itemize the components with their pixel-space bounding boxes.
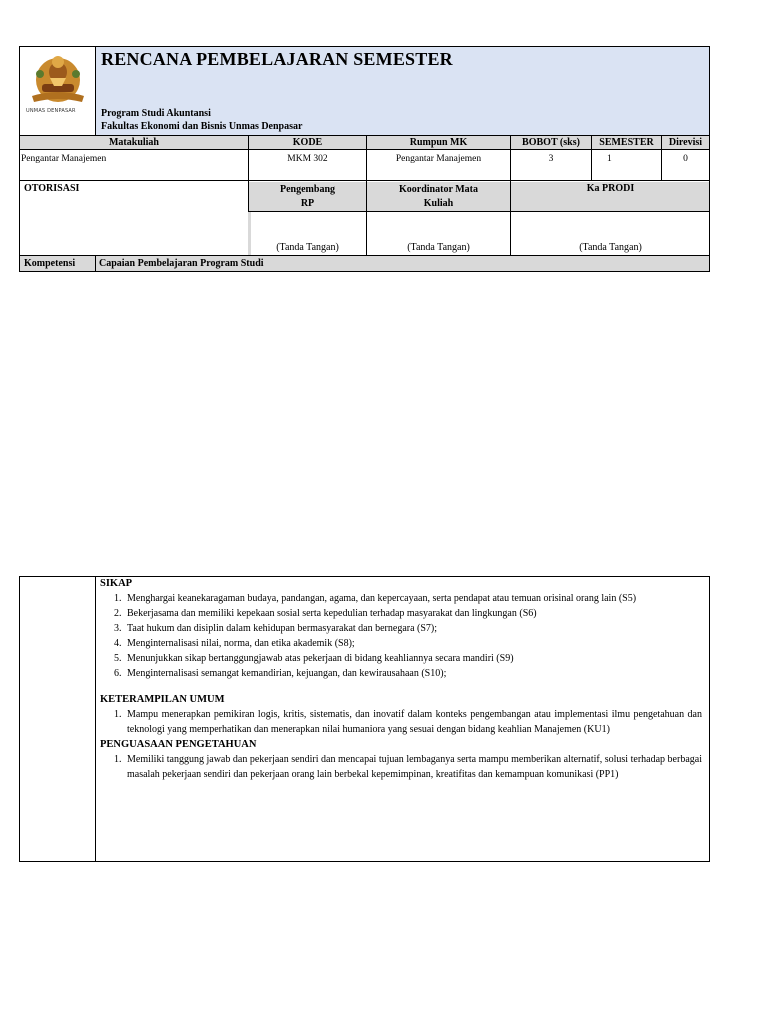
header-matakuliah: Matakuliah <box>108 137 159 148</box>
list-item: 5. Menunjukkan sikap bertanggungjawab atas pekerjaan di bidang keahliannya secara mandiri (S9) <box>124 651 702 666</box>
competency-label: Kompetensi <box>24 258 76 269</box>
page-title: RENCANA PEMBELAJARAN SEMESTER <box>101 49 453 69</box>
learning-outcomes-divider <box>95 577 96 861</box>
list-item: 2. Bekerjasama dan memiliki kepekaan sosial serta kepedulian terhadap masyarakat dan lingkungan (S6) <box>124 606 702 621</box>
developer-label <box>249 183 366 211</box>
course-revision: 0 <box>683 154 688 164</box>
course-semester: 1 <box>607 154 612 164</box>
signature-coordinator: (Tanda Tangan) <box>407 242 470 253</box>
list-sikap <box>100 591 702 681</box>
list-item: 1. Mampu menerapkan pemikiran logis, kritis, sistematis, dan inovatif dalam konteks pengembangan atau implementasi ilmu pengetahuan dan teknologi yang memperhatikan dan menerapkan nilai humaniora yang sesuai dengan bidang keahlian Manajemen (KU1) <box>124 707 702 737</box>
header-direvisi: Direvisi <box>668 137 703 148</box>
list-keterampilan <box>100 707 702 737</box>
head-label: Ka PRODI <box>586 183 635 194</box>
header-semester: SEMESTER <box>599 137 654 148</box>
learning-outcomes-content <box>100 577 702 782</box>
section-title-sikap: SIKAP <box>100 578 133 589</box>
section-title-pengetahuan: PENGUASAAN PENGETAHUAN <box>100 739 257 750</box>
logo-caption: UNMAS DENPASAR <box>26 108 76 114</box>
course-code: MKM 302 <box>287 154 328 164</box>
program-name: Program Studi Akuntansi <box>101 108 211 119</box>
coordinator-label <box>367 183 510 211</box>
header-rumpun: Rumpun MK <box>409 137 468 148</box>
developer-label-text: Pengembang RP <box>280 184 335 209</box>
authorization-label: OTORISASI <box>24 183 80 194</box>
course-credits: 3 <box>548 154 554 164</box>
list-item: 6. Menginternalisasi semangat kemandirian, kejuangan, dan kewirausahaan (S10); <box>124 666 702 681</box>
competency-divider <box>95 256 96 272</box>
list-item: 1. Menghargai keanekaragaman budaya, pandangan, agama, dan kepercayaan, serta pendapat atau temuan orisinal orang lain (S5) <box>124 591 702 606</box>
section-title-keterampilan: KETERAMPILAN UMUM <box>100 694 225 705</box>
cpl-label: Capaian Pembelajaran Program Studi <box>99 258 264 269</box>
auth-row-divider <box>249 211 710 212</box>
coordinator-label-text: Koordinator Mata Kuliah <box>399 184 478 209</box>
faculty-name: Fakultas Ekonomi dan Bisnis Unmas Denpasar <box>101 121 303 132</box>
signature-developer: (Tanda Tangan) <box>276 242 339 253</box>
list-pengetahuan <box>100 752 702 782</box>
course-name: Pengantar Manajemen <box>21 154 107 164</box>
list-item: 3. Taat hukum dan disiplin dalam kehidupan bermasyarakat dan bernegara (S7); <box>124 621 702 636</box>
header-bobot: BOBOT (sks) <box>522 137 580 148</box>
course-cluster: Pengantar Manajemen <box>395 154 482 164</box>
logo-divider <box>95 47 96 135</box>
unmas-logo <box>22 50 94 114</box>
signature-head: (Tanda Tangan) <box>579 242 642 253</box>
header-kode: KODE <box>292 137 323 148</box>
list-item: 4. Menginternalisasi nilai, norma, dan etika akademik (S8); <box>124 636 702 651</box>
list-item: 1. Memiliki tanggung jawab dan pekerjaan sendiri dan mencapai tujuan lembaganya serta mampu memberikan alternatif, solusi terhadap berbagai masalah pekerjaan sendiri dan pekerjaan orang lain berbekal kepemimpinan, kreatifitas dan kemampuan komunikasi (PP1) <box>124 752 702 782</box>
